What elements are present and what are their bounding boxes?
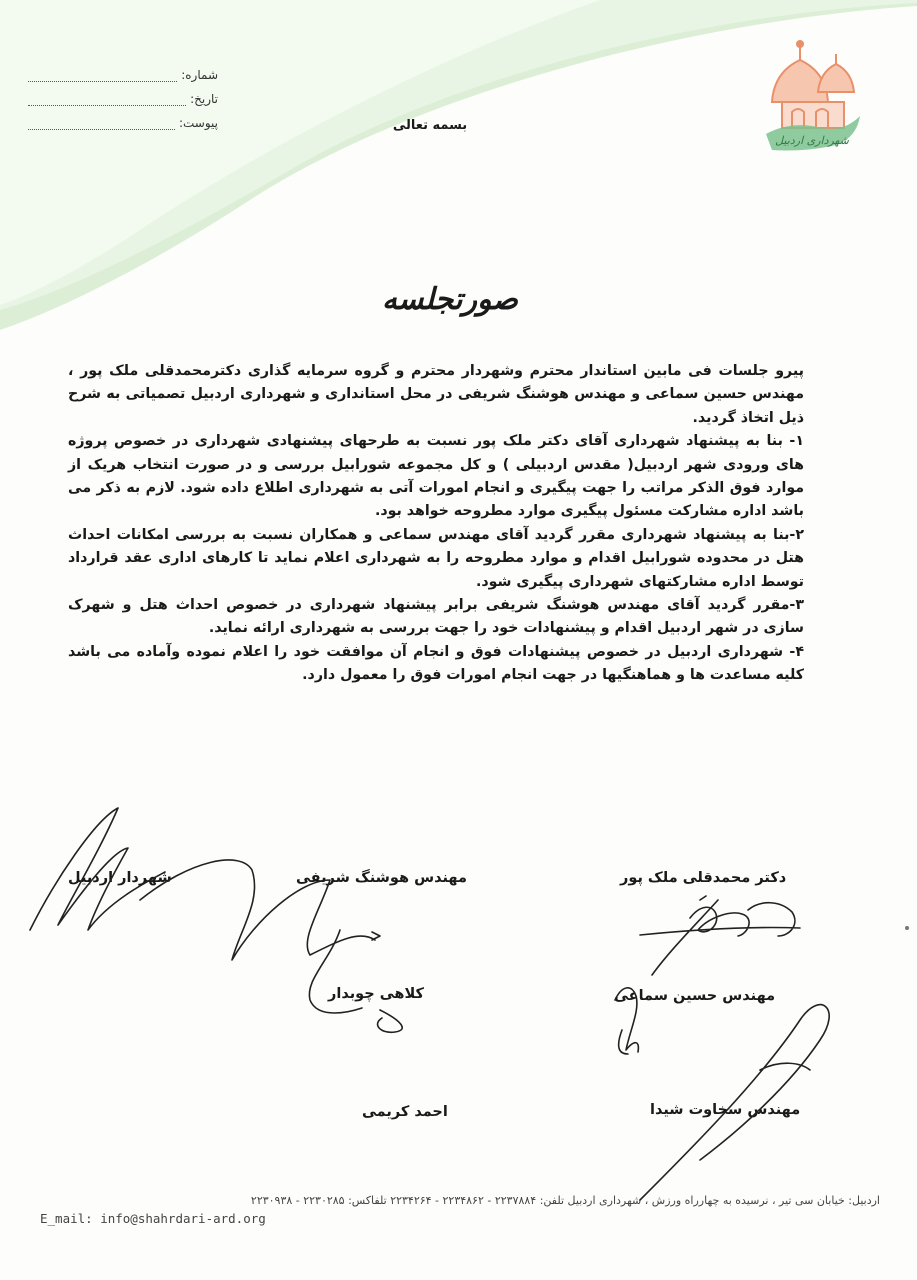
logo-lettering: شهرداری اردبیل [775, 134, 849, 147]
meta-date-row [28, 82, 218, 106]
intro-paragraph: پیرو جلسات فی مابین استاندار محترم وشهردار محترم و گروه سرمایه گذاری دکترمحمدقلی ملک پور ، مهندس حسین سماعی و مهندس هوشنگ شریفی در محل استانداری و شهرداری اردبیل تصمیاتی به شرح ذیل اتخاذ گردید. [68, 363, 804, 426]
signatory-mayor: شهردار اردبیل [68, 870, 172, 886]
signatory-malekpour: دکتر محمدقلی ملک پور [620, 870, 787, 886]
footer [40, 1194, 880, 1226]
meta-number-line [28, 71, 177, 82]
signatory-samaei: مهندس حسین سماعی [614, 988, 776, 1004]
signatory-sekhavat: مهندس سخاوت شیدا [650, 1102, 801, 1118]
item-1-paragraph: ۱- بنا به پیشنهاد شهرداری آقای دکتر ملک پور نسبت به طرحهای پیشنهادی شهرداری در خصوص پروژه های ورودی شهر اردبیل( مقدس اردبیلی ) و کل مجموعه شورابیل بررسی و در صورت انتخاب هریک از موارد فوق الذکر مراتب را جهت پیگیری و انجام امورات آتی به شهرداری اطلاع داده شود. لازم به ذکر می باشد اداره مشارکت مسئول پیگیری موارد مطروحه خواهد بود. [68, 433, 804, 520]
signatory-sharifi: مهندس هوشنگ شریفی [296, 870, 467, 886]
document-title: صورتجلسه [382, 282, 518, 317]
footer-email[interactable]: E_mail: info@shahrdari-ard.org [40, 1211, 266, 1226]
meta-date-label: تاریخ: [190, 92, 218, 106]
meta-number-label: شماره: [181, 68, 218, 82]
meta-date-line [28, 95, 186, 106]
item-3-paragraph: ۳-مقرر گردید آقای مهندس هوشنگ شریفی برابر پیشنهاد شهرداری در خصوص احداث هتل و شهرک سازی در شهر اردبیل اقدام و پیشنهادات خود را جهت بررسی به شهرداری ارائه نماید. [68, 597, 804, 637]
meta-number-row [28, 58, 218, 82]
header-meta [28, 58, 218, 130]
meta-attachment-line [28, 119, 175, 130]
municipality-logo-icon [752, 32, 864, 160]
minutes-body [68, 360, 804, 688]
item-4-paragraph: ۴- شهرداری اردبیل در خصوص پیشنهادات فوق و انجام آن موافقت خود را اعلام نموده وآماده می باشد کلیه مساعدت ها و هماهنگیها در جهت انجام امورات فوق را معمول دارد. [68, 643, 804, 684]
signatory-karimi: احمد کریمی [362, 1104, 448, 1120]
meta-attachment-label: پیوست: [178, 116, 218, 130]
signatory-kolahi: کلاهی چوبدار [328, 986, 424, 1002]
basmala-heading: بسمه تعالی [392, 118, 468, 133]
meta-attachment-row [28, 106, 218, 130]
edge-mark [905, 926, 909, 930]
item-2-paragraph: ۲-بنا به پیشنهاد شهرداری مقرر گردید آقای مهندس سماعی و همکاران نسبت به بررسی امکانات احداث هتل در محدوده شورابیل اقدام و موارد مطروحه را به شهرداری اعلام نماید تا کارهای اداری عقد قرارداد توسط اداره مشارکتهای شهرداری پیگیری شود. [68, 526, 804, 590]
footer-address: اردبیل: خیابان سی تیر ، نرسیده به چهارراه ورزش ، شهرداری اردبیل تلفن: ۲۲۳۷۸۸۴ - ۲۲۳۴۸۶۲ - ۲۲۳۴۲۶۴ تلفاکس: ۲۲۳۰۲۸۵ - ۲۲۳۰۹۳۸ [250, 1194, 880, 1207]
